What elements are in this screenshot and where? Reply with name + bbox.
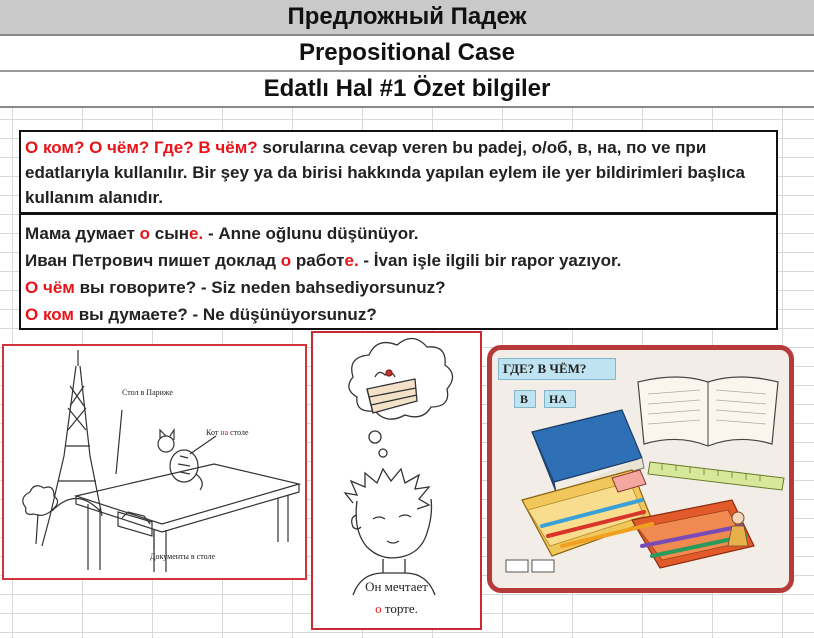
example-2-part-1: Иван Петрович пишет доклад	[25, 251, 281, 270]
where-illustration-panel	[487, 345, 794, 593]
intro-text: sorularına cevap veren bu padej, о/об, в, на, по ve при edatlarıyla kullanılır. Bir şey ya da birisi hakkında yapılan eylem ile yer bildirimleri başlıca kullanım alanıdır.	[25, 138, 746, 207]
example-line-4	[25, 302, 772, 329]
caption-cat-part-2: столе	[228, 428, 249, 437]
example-4-rest: вы думаете? - Ne düşünüyorsunuz?	[73, 305, 377, 324]
paris-illustration-panel	[2, 344, 307, 580]
example-2-part-2: работ	[291, 251, 345, 270]
intro-questions: О ком? О чём? Где? В чём?	[25, 138, 258, 157]
example-1-ending: е.	[189, 224, 204, 243]
example-1-part-1: Мама думает	[25, 224, 140, 243]
example-2-ending: е.	[344, 251, 359, 270]
example-line-2	[25, 248, 772, 275]
caption-dream-line-2	[313, 601, 480, 617]
example-3-question: О чём	[25, 278, 75, 297]
where-header: ГДЕ? В ЧЁМ?	[503, 361, 587, 376]
caption-cat-prep: на	[220, 428, 229, 437]
tag-v: В	[520, 392, 529, 406]
caption-dream-rest: торте.	[381, 601, 418, 616]
example-1-prep: о	[139, 224, 151, 243]
caption-documents-in-table: Документы в столе	[150, 552, 216, 561]
example-2-prep: о	[280, 251, 292, 270]
title-russian: Предложный Падеж	[0, 0, 814, 36]
example-1-part-2: сын	[150, 224, 190, 243]
intro-box	[19, 130, 778, 214]
example-1-translation: - Anne oğlunu düşünüyor.	[203, 224, 419, 243]
caption-dream-prep: о	[375, 601, 382, 616]
example-line-3	[25, 275, 772, 302]
example-4-question: О ком	[25, 305, 74, 324]
example-3-rest: вы говорите? - Siz neden bahsediyorsunuz?	[74, 278, 446, 297]
examples-box	[19, 213, 778, 330]
title-english: Prepositional Case	[0, 36, 814, 72]
caption-dream-line-1: Он мечтает	[365, 579, 428, 594]
school-supplies-illustration	[492, 350, 789, 588]
dream-illustration-panel	[311, 331, 482, 630]
example-2-translation: - İvan işle ilgili bir rapor yazıyor.	[358, 251, 622, 270]
example-line-1	[25, 221, 772, 248]
tag-na: НА	[549, 392, 567, 406]
caption-table-in-paris: Стол в Париже	[122, 388, 173, 397]
paris-illustration	[4, 346, 305, 578]
title-turkish: Edatlı Hal #1 Özet bilgiler	[0, 72, 814, 108]
caption-cat-on-table	[206, 428, 249, 437]
caption-cat-part-1: Кот	[206, 428, 221, 437]
